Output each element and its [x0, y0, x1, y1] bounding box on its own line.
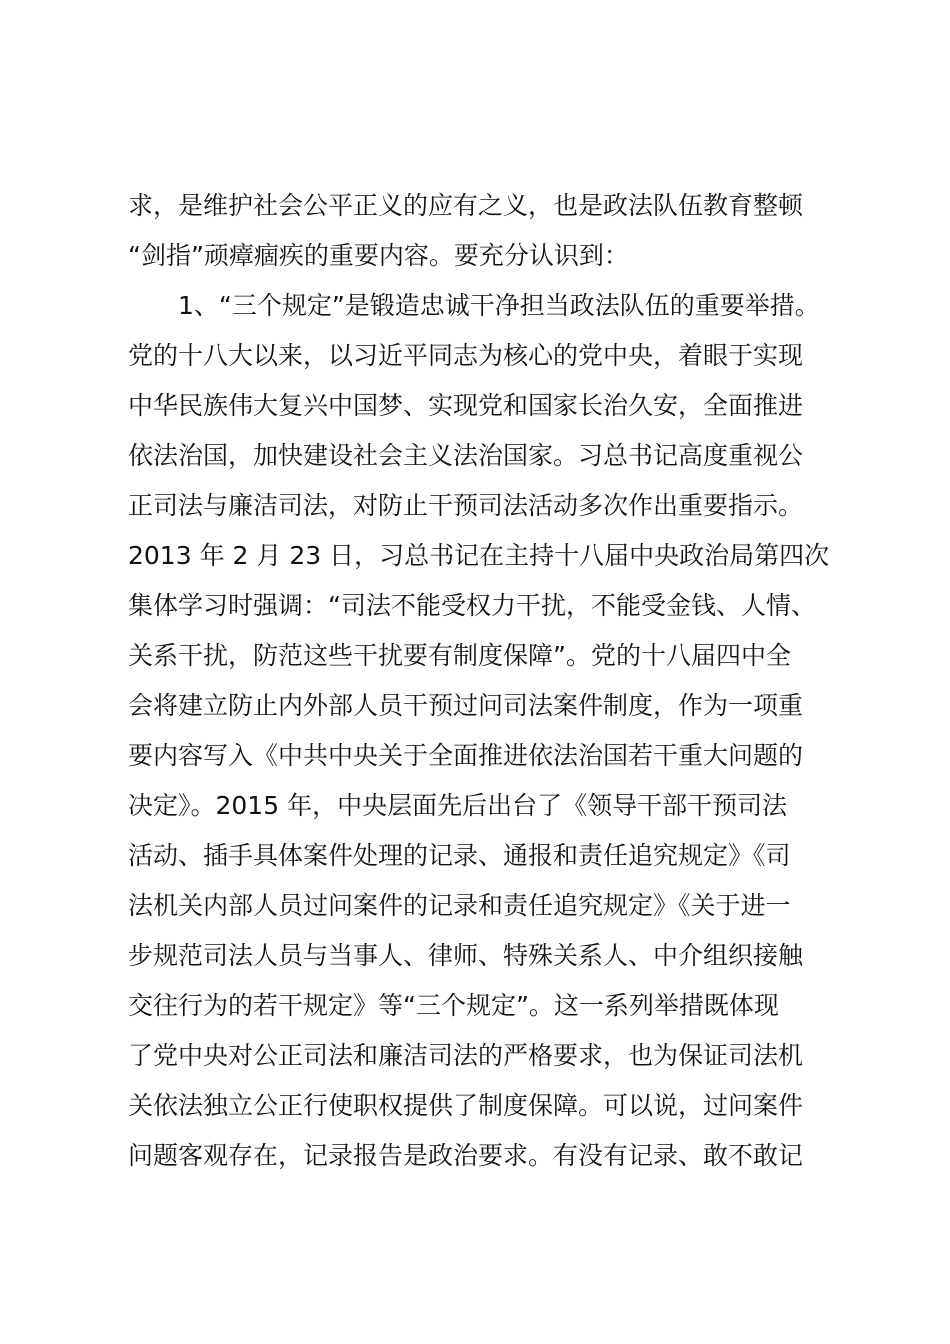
body-text — [128, 181, 848, 1181]
text-line: 求，是维护社会公平正义的应有之义，也是政法队伍教育整顿 — [128, 191, 804, 220]
text-line: 关依法独立公正行使职权提供了制度保障。可以说，过问案件 — [128, 1091, 804, 1120]
text-line: 中华民族伟大复兴中国梦、实现党和国家长治久安，全面推进 — [128, 391, 804, 420]
text-line: “剑指”顽瘴痼疾的重要内容。要充分认识到： — [128, 241, 629, 270]
text-line: 正司法与廉洁司法，对防止干预司法活动多次作出重要指示。 — [128, 491, 804, 520]
text-line: 关系干扰，防范这些干扰要有制度保障”。党的十八届四中全 — [128, 641, 791, 670]
text-line: 1、“三个规定”是锻造忠诚干净担当政法队伍的重要举措。 — [128, 291, 820, 320]
text-line: 决定》。2015 年，中央层面先后出台了《领导干部干预司法 — [128, 791, 788, 820]
text-line: 集体学习时强调：“司法不能受权力干扰，不能受金钱、人情、 — [128, 591, 816, 620]
text-line: 步规范司法人员与当事人、律师、特殊关系人、中介组织接触 — [128, 941, 804, 970]
text-line: 2013 年 2 月 23 日，习总书记在主持十八届中央政治局第四次 — [128, 541, 830, 570]
text-line: 问题客观存在，记录报告是政治要求。有没有记录、敢不敢记 — [128, 1141, 804, 1170]
text-line: 党的十八大以来，以习近平同志为核心的党中央，着眼于实现 — [128, 341, 804, 370]
text-line: 要内容写入《中共中央关于全面推进依法治国若干重大问题的 — [128, 741, 804, 770]
text-line: 依法治国，加快建设社会主义法治国家。习总书记高度重视公 — [128, 441, 804, 470]
text-line: 了党中央对公正司法和廉洁司法的严格要求，也为保证司法机 — [128, 1041, 804, 1070]
text-line: 活动、插手具体案件处理的记录、通报和责任追究规定》《司 — [128, 841, 791, 870]
text-line: 会将建立防止内外部人员干预过问司法案件制度，作为一项重 — [128, 691, 804, 720]
text-line: 法机关内部人员过问案件的记录和责任追究规定》《关于进一 — [128, 891, 791, 920]
text-line: 交往行为的若干规定》等“三个规定”。这一系列举措既体现 — [128, 991, 779, 1020]
